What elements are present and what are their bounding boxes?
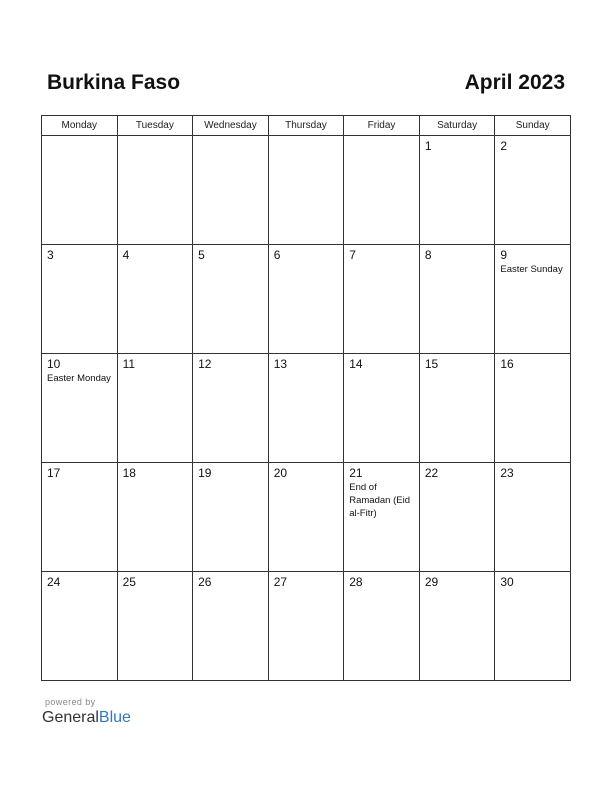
day-cell: [268, 136, 344, 245]
day-number: 2: [500, 139, 508, 153]
day-number: 4: [122, 248, 130, 262]
weekday-header: Friday: [344, 116, 420, 136]
day-number: 14: [349, 357, 363, 371]
weekday-header-row: [42, 116, 571, 136]
day-cell: [419, 136, 495, 245]
day-cell: [42, 463, 118, 572]
day-number: 6: [273, 248, 281, 262]
day-number: 25: [122, 575, 136, 589]
day-number: 26: [198, 575, 212, 589]
day-cell: [268, 354, 344, 463]
day-cell: [419, 572, 495, 681]
day-cell: [42, 354, 118, 463]
holiday-label: Easter Sunday: [500, 264, 563, 275]
day-number: 7: [349, 248, 356, 262]
powered-by-label: powered by: [45, 697, 96, 707]
day-number: 23: [500, 466, 514, 480]
day-cell: [193, 463, 269, 572]
weekday-header: Saturday: [419, 116, 495, 136]
calendar-grid: [41, 115, 571, 681]
day-cell: [42, 572, 118, 681]
week-row: [42, 354, 571, 463]
brand-blue: Blue: [98, 709, 131, 726]
day-cell: [344, 354, 420, 463]
day-number: 27: [273, 575, 288, 589]
day-cell: [117, 354, 193, 463]
day-cell: [193, 245, 269, 354]
day-cell: [495, 136, 571, 245]
brand-logo: [42, 709, 131, 727]
day-cell: [344, 245, 420, 354]
country-title: Burkina Faso: [47, 71, 181, 94]
day-number: 20: [273, 466, 288, 480]
day-cell: [268, 572, 344, 681]
day-cell: [117, 463, 193, 572]
brand-general: General: [42, 709, 99, 726]
day-number: 10: [47, 357, 61, 371]
holiday-label: Easter Monday: [47, 373, 111, 384]
day-cell: [117, 572, 193, 681]
day-cell: [344, 572, 420, 681]
day-cell: [344, 463, 420, 572]
day-cell: [193, 572, 269, 681]
month-title: April 2023: [464, 71, 565, 94]
day-number: 17: [47, 466, 61, 480]
day-number: 29: [424, 575, 439, 589]
day-cell: [495, 463, 571, 572]
day-number: 1: [424, 139, 432, 153]
day-cell: [268, 245, 344, 354]
day-cell: [495, 245, 571, 354]
week-row: [42, 463, 571, 572]
weekday-header: Wednesday: [193, 116, 269, 136]
day-cell: [117, 245, 193, 354]
day-number: 18: [122, 466, 136, 480]
day-number: 16: [500, 357, 514, 371]
day-cell: [117, 136, 193, 245]
day-number: 22: [424, 466, 439, 480]
day-cell: [495, 354, 571, 463]
day-number: 19: [198, 466, 212, 480]
day-number: 11: [122, 357, 136, 371]
weekday-header: Sunday: [495, 116, 571, 136]
day-cell: [193, 354, 269, 463]
day-number: 12: [198, 357, 212, 371]
weekday-header: Monday: [42, 116, 118, 136]
day-cell: [42, 136, 118, 245]
day-number: 24: [47, 575, 61, 589]
week-row: [42, 136, 571, 245]
week-row: [42, 245, 571, 354]
week-row: [42, 572, 571, 681]
day-number: 8: [424, 248, 432, 262]
day-cell: [419, 245, 495, 354]
day-number: 3: [47, 248, 54, 262]
day-cell: [419, 463, 495, 572]
day-number: 30: [500, 575, 514, 589]
holiday-label: End of Ramadan (Eid al-Fitr): [349, 482, 410, 519]
day-number: 9: [500, 248, 508, 262]
day-cell: [419, 354, 495, 463]
day-cell: [495, 572, 571, 681]
day-cell: [344, 136, 420, 245]
day-cell: [193, 136, 269, 245]
day-cell: [268, 463, 344, 572]
day-cell: [42, 245, 118, 354]
day-number: 28: [349, 575, 363, 589]
day-number: 15: [424, 357, 439, 371]
weekday-header: Tuesday: [117, 116, 193, 136]
day-number: 13: [273, 357, 288, 371]
day-number: 5: [198, 248, 205, 262]
weekday-header: Thursday: [268, 116, 344, 136]
day-number: 21: [349, 466, 363, 480]
